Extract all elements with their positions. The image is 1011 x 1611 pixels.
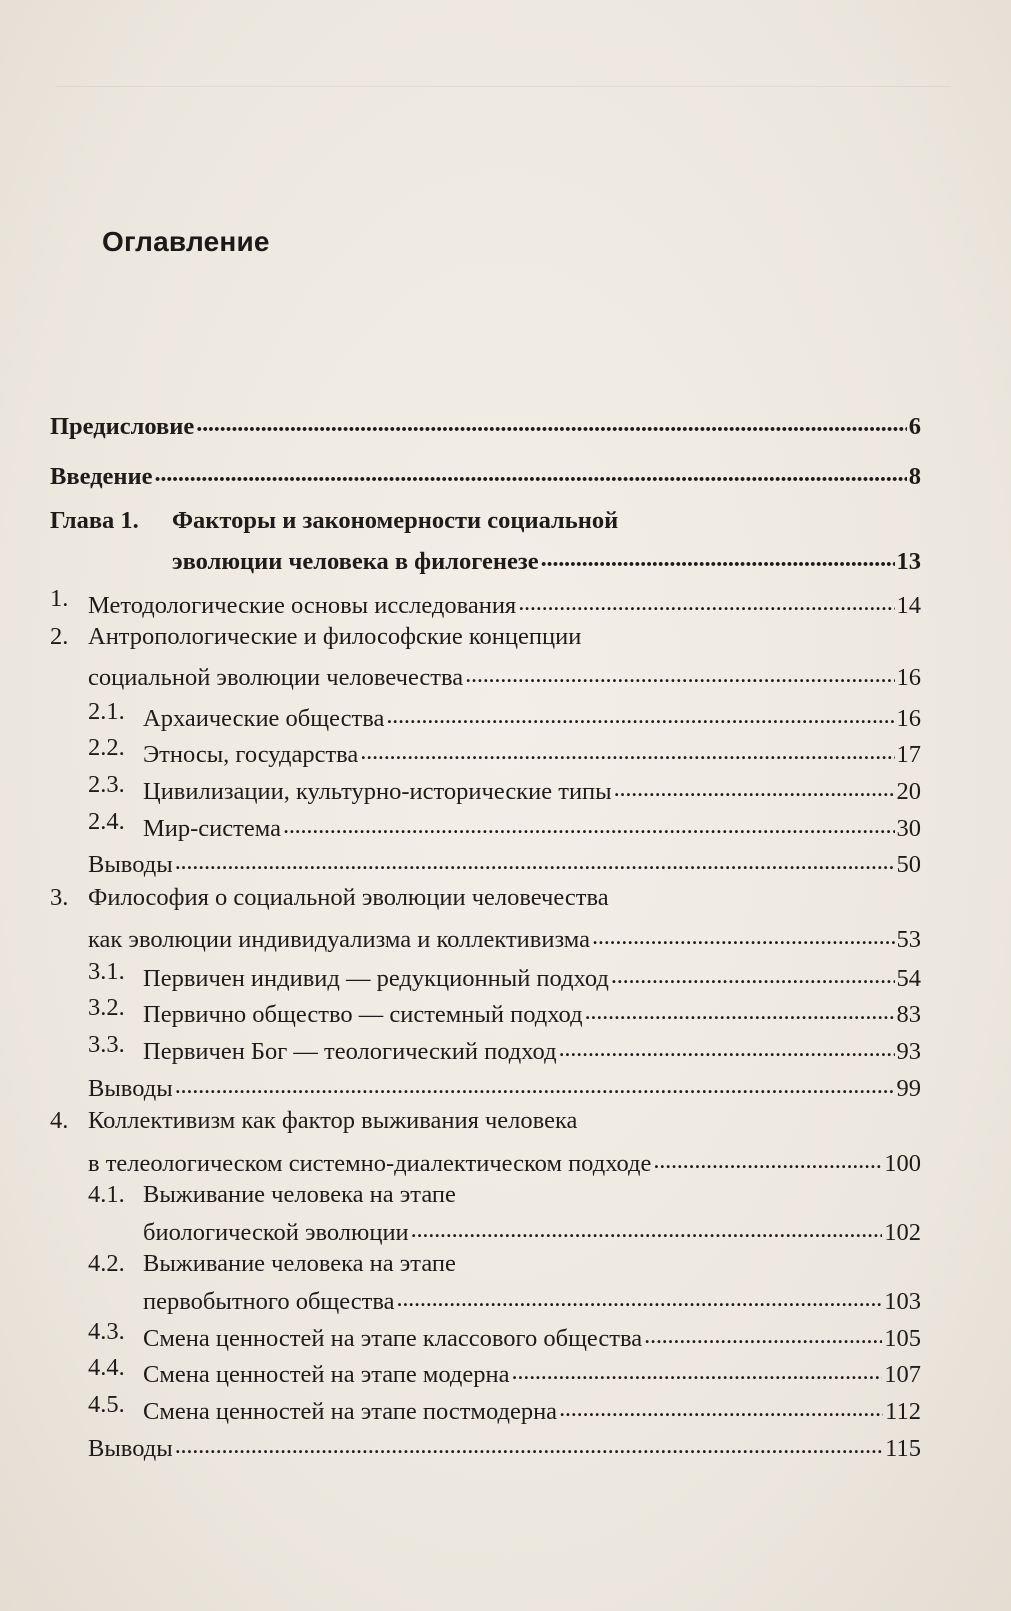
dot-leader — [411, 1215, 883, 1244]
dot-leader — [175, 847, 895, 876]
toc-entry-title: социальной эволюции человечества — [88, 664, 464, 692]
toc-entry-number: 2.4. — [88, 808, 125, 835]
toc-page-number: 103 — [884, 1288, 921, 1316]
toc-page-number: 30 — [896, 815, 921, 843]
toc-entry-title: Выводы — [88, 851, 173, 879]
toc-entry[interactable] — [143, 1030, 921, 1067]
toc-page-number: 100 — [884, 1150, 921, 1178]
dot-leader — [196, 409, 907, 438]
dot-leader — [611, 961, 895, 990]
toc-entry[interactable] — [143, 1211, 921, 1248]
toc-entry-title-line: Коллективизм как фактор выживания человека — [88, 1107, 578, 1134]
toc-entry-title-line: Антропологические и философские концепции — [88, 623, 582, 650]
toc-entry[interactable] — [88, 918, 921, 955]
toc-page-number: 20 — [896, 778, 921, 806]
toc-entry-title: Смена ценностей на этапе постмодерна — [143, 1398, 558, 1426]
toc-page-number: 50 — [896, 851, 921, 879]
toc-entry-number: 2.3. — [88, 771, 125, 798]
toc-entry-number: 4.4. — [88, 1354, 125, 1381]
toc-entry-title: Первичен Бог — теологический подход — [143, 1038, 557, 1066]
toc-entry-number: 4. — [50, 1107, 69, 1134]
toc-entry[interactable] — [88, 584, 921, 621]
toc-entry-title: Предисловие — [50, 413, 195, 441]
dot-leader — [559, 1394, 883, 1423]
dot-leader — [155, 459, 907, 488]
toc-entry-title: первобытного общества — [143, 1288, 395, 1316]
dot-leader — [360, 737, 894, 766]
dot-leader — [175, 1431, 883, 1460]
toc-page-number: 102 — [884, 1219, 921, 1247]
toc-page-number: 83 — [896, 1001, 921, 1029]
toc-entry-title: Методологические основы исследования — [88, 592, 517, 620]
dot-leader — [512, 1357, 883, 1386]
toc-entry[interactable] — [143, 993, 921, 1030]
toc-entry[interactable] — [88, 843, 921, 880]
toc-page-number: 14 — [896, 592, 921, 620]
toc-entry-number: 3. — [50, 884, 69, 911]
dot-leader — [585, 997, 895, 1026]
toc-entry-title: Первично общество — системный подход — [143, 1001, 583, 1029]
toc-page-number: 54 — [896, 965, 921, 993]
toc-entry[interactable] — [88, 656, 921, 693]
dot-leader — [518, 588, 894, 617]
toc-entry-title: Цивилизации, культурно-исторические типы — [143, 778, 612, 806]
dot-leader — [283, 811, 895, 840]
toc-entry-number: 3.2. — [88, 994, 125, 1021]
toc-page-number: 16 — [896, 705, 921, 733]
toc-page-number: 16 — [896, 664, 921, 692]
page-title: Оглавление — [102, 226, 270, 257]
toc-entry-title: Выводы — [88, 1435, 173, 1463]
toc-entry[interactable] — [143, 1317, 921, 1354]
toc-entry-number: 2. — [50, 623, 69, 650]
toc-entry[interactable] — [88, 1142, 921, 1179]
toc-entry-title: биологической эволюции — [143, 1219, 409, 1247]
dot-leader — [175, 1071, 895, 1100]
toc-entry-number: 1. — [50, 585, 69, 612]
toc-entry-number: 4.2. — [88, 1250, 125, 1277]
toc-entry-title: эволюции человека в филогенезе — [172, 548, 539, 576]
toc-entry-title: Выводы — [88, 1075, 173, 1103]
toc-page-number: 13 — [896, 548, 921, 576]
toc-entry[interactable] — [143, 957, 921, 994]
toc-page-number: 53 — [896, 926, 921, 954]
toc-entry[interactable] — [143, 807, 921, 844]
toc-entry[interactable] — [50, 455, 921, 492]
toc-entry-number: 3.1. — [88, 958, 125, 985]
toc-page-number: 99 — [896, 1075, 921, 1103]
toc-entry-number: 2.2. — [88, 734, 125, 761]
toc-entry-title: Мир-система — [143, 815, 281, 843]
toc-entry[interactable] — [172, 540, 921, 577]
toc-page-number: 115 — [885, 1435, 921, 1463]
dot-leader — [592, 922, 895, 951]
toc-entry[interactable] — [88, 1427, 921, 1464]
dot-leader — [396, 1284, 882, 1313]
toc-entry-number: 4.1. — [88, 1181, 125, 1208]
toc-page-number: 8 — [908, 463, 921, 491]
dot-leader — [541, 544, 895, 573]
toc-entry[interactable] — [143, 770, 921, 807]
dot-leader — [653, 1146, 882, 1175]
toc-entry[interactable] — [143, 733, 921, 770]
toc-entry[interactable] — [143, 1390, 921, 1427]
toc-entry-number: 2.1. — [88, 698, 125, 725]
toc-page-number: 107 — [884, 1361, 921, 1389]
dot-leader — [386, 701, 894, 730]
toc-entry-number: 4.5. — [88, 1391, 125, 1418]
toc-entry[interactable] — [88, 1067, 921, 1104]
toc-entry-title: Смена ценностей на этапе классового общества — [143, 1325, 643, 1353]
toc-entry-title-line: Факторы и закономерности социальной — [172, 507, 619, 534]
toc-entry-number: Глава 1. — [50, 507, 139, 534]
toc-page-number: 105 — [884, 1325, 921, 1353]
dot-leader — [559, 1034, 895, 1063]
toc-entry-number: 4.3. — [88, 1318, 125, 1345]
toc-entry-title: Архаические общества — [143, 705, 385, 733]
dot-leader — [644, 1321, 882, 1350]
dot-leader — [614, 774, 895, 803]
toc-entry-title: как эволюции индивидуализма и коллективизма — [88, 926, 590, 954]
toc-entry-title: Введение — [50, 463, 153, 491]
toc-page-number: 112 — [885, 1398, 921, 1426]
toc-entry[interactable] — [143, 1280, 921, 1317]
toc-page-number: 93 — [896, 1038, 921, 1066]
toc-entry-title: в телеологическом системно-диалектическом подходе — [88, 1150, 652, 1178]
toc-page-number: 6 — [908, 413, 921, 441]
toc-page-number: 17 — [896, 741, 921, 769]
toc-entry[interactable] — [143, 1353, 921, 1390]
dot-leader — [465, 660, 894, 689]
toc-entry-title-line: Философия о социальной эволюции человечества — [88, 884, 609, 911]
toc-entry[interactable] — [143, 697, 921, 734]
toc-entry-title-line: Выживание человека на этапе — [143, 1181, 456, 1208]
toc-entry-title-line: Выживание человека на этапе — [143, 1250, 456, 1277]
toc-entry-title: Смена ценностей на этапе модерна — [143, 1361, 510, 1389]
toc-entry-number: 3.3. — [88, 1031, 125, 1058]
page-header-rule — [55, 86, 951, 87]
toc-entry[interactable] — [50, 405, 921, 442]
toc-entry-title: Первичен индивид — редукционный подход — [143, 965, 609, 993]
toc-entry-title: Этносы, государства — [143, 741, 359, 769]
